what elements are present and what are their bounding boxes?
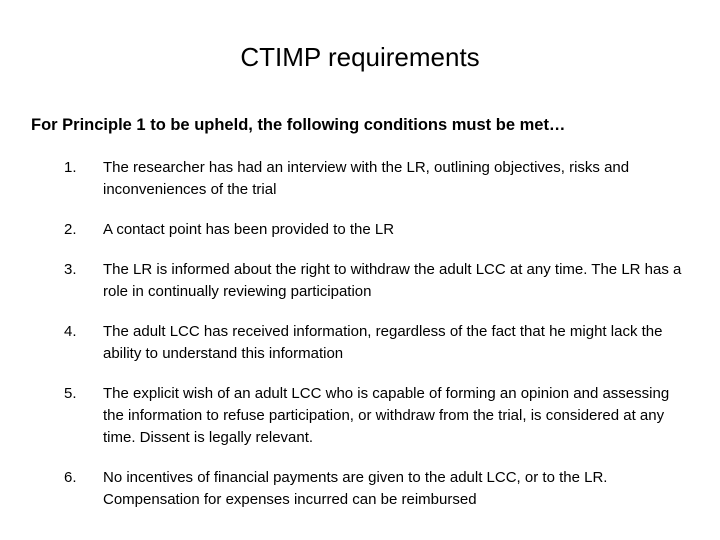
list-item-number: 3.: [64, 261, 77, 278]
list-item-text: No incentives of financial payments are given to the adult LCC, or to the LR. Compensation for expenses incurred can be reimbursed: [103, 469, 608, 508]
slide-subtitle: For Principle 1 to be upheld, the following conditions must be met…: [31, 116, 566, 134]
slide-title: CTIMP requirements: [240, 42, 480, 72]
list-item-number: 2.: [64, 221, 77, 238]
list-item-text: The LR is informed about the right to withdraw the adult LCC at any time. The LR has a role in continually reviewing participation: [103, 261, 682, 300]
list-item-number: 6.: [64, 469, 77, 486]
list-item-number: 5.: [64, 385, 77, 402]
list-item-text: The researcher has had an interview with the LR, outlining objectives, risks and inconveniences of the trial: [103, 159, 630, 198]
list-item-text: A contact point has been provided to the LR: [103, 221, 395, 238]
list-item-text: The adult LCC has received information, regardless of the fact that he might lack the ability to understand this information: [103, 323, 663, 362]
list-item-text: The explicit wish of an adult LCC who is capable of forming an opinion and assessing the information to refuse participation, or withdraw from the trial, is considered at any time. Dissent is legally relevant.: [103, 385, 670, 446]
list-item-number: 4.: [64, 323, 77, 340]
list-item-number: 1.: [64, 159, 77, 176]
